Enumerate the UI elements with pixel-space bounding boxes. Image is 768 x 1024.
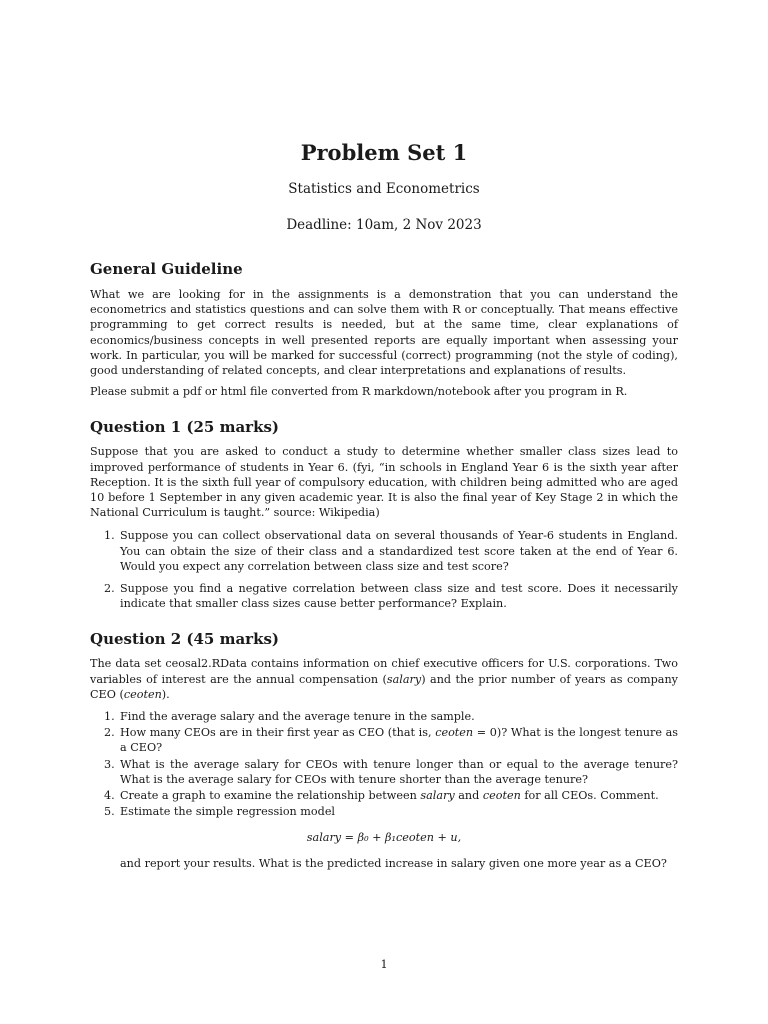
- variable-ceoten: ceoten: [482, 789, 521, 803]
- list-item-text: for all CEOs. Comment.: [520, 789, 659, 803]
- intro-text: The data set ceosal2.RData contains information on chief executive officers for U.S. corporations. Two variables of interest are the annual compensation (: [90, 657, 678, 686]
- list-item: [90, 757, 678, 787]
- list-item-text: Suppose you can collect observational data on several thousands of Year-6 students in England. You can obtain the size of their class and a standardized test score taken at the end of Year 6. Would you expect any correlation between class size and test score?: [120, 529, 678, 573]
- list-item-text: Estimate the simple regression model: [120, 805, 336, 819]
- list-item-number: 5.: [104, 805, 115, 819]
- question-1-intro: Suppose that you are asked to conduct a study to determine whether smaller class sizes lead to improved performance of students in Year 6. (fyi, “in schools in England Year 6 is the sixth year after Reception. It is the sixth full year of compulsory education, with children being admitted who are aged 10 before 1 September in any given academic year. It is also the final year of Key Stage 2 in which the National Curriculum is taught.” source: Wikipedia): [90, 445, 678, 520]
- list-item-text: How many CEOs are in their first year as CEO (that is,: [120, 726, 436, 740]
- list-item-text: Create a graph to examine the relationship between: [120, 789, 421, 803]
- question-2-heading: Question 2 (45 marks): [90, 630, 280, 649]
- question-2-list: [90, 709, 678, 819]
- variable-ceoten: ceoten: [123, 687, 162, 701]
- question-2-intro: [90, 656, 678, 702]
- list-item-text: What is the average salary for CEOs with tenure longer than or equal to the average tenure? What is the average salary for CEOs with tenure shorter than the average tenure?: [120, 757, 678, 786]
- page-content: [90, 140, 678, 871]
- intro-text: ).: [161, 687, 170, 701]
- list-item: [90, 528, 678, 574]
- document-title: Problem Set 1: [300, 140, 468, 165]
- list-item-text: Find the average salary and the average tenure in the sample.: [120, 710, 475, 724]
- variable-ceoten: ceoten: [435, 726, 474, 740]
- document-subtitle: Statistics and Econometrics: [288, 181, 480, 197]
- list-item-number: 1.: [104, 529, 115, 543]
- question-1-heading: Question 1 (25 marks): [90, 418, 280, 437]
- regression-equation: salary = β₀ + β₁ceoten + u,: [306, 831, 462, 845]
- guideline-heading: General Guideline: [90, 260, 243, 278]
- list-item: [90, 725, 678, 755]
- list-item: [90, 709, 678, 724]
- variable-salary: salary: [420, 789, 455, 803]
- variable-salary: salary: [386, 672, 422, 686]
- list-item-text: and: [454, 789, 483, 803]
- list-item-number: 2.: [104, 582, 115, 596]
- list-item-number: 3.: [104, 757, 115, 771]
- question-1-list: [90, 528, 678, 611]
- guideline-paragraph-2: Please submit a pdf or html file converted from R markdown/notebook after you program in R.: [90, 385, 628, 399]
- deadline: Deadline: 10am, 2 Nov 2023: [286, 217, 482, 233]
- list-item-number: 4.: [104, 789, 115, 803]
- equation-followup-text: and report your results. What is the predicted increase in salary given one more year as a CEO?: [120, 857, 667, 871]
- page-number: 1: [380, 958, 388, 971]
- list-item-number: 1.: [104, 710, 115, 724]
- list-item-text: = 0)? What is the longest tenure as a CEO?: [120, 726, 678, 755]
- list-item: [90, 788, 678, 803]
- list-item-text: Suppose you find a negative correlation between class size and test score. Does it necessarily indicate that smaller class sizes cause better performance? Explain.: [120, 582, 678, 611]
- list-item: [90, 804, 678, 819]
- list-item: [90, 581, 678, 611]
- guideline-paragraph-1: What we are looking for in the assignments is a demonstration that you can understand the econometrics and statistics questions and can solve them with R or conceptually. That means effective programming to get correct results is needed, but at the same time, clear explanations of economics/business concepts in well presented reports are equally important when assessing your work. In particular, you will be marked for successful (correct) programming (not the style of coding), good understanding of related concepts, and clear interpretations and explanations of results.: [90, 288, 678, 378]
- list-item-number: 2.: [104, 726, 115, 740]
- intro-text: ) and the prior number of years as company CEO (: [90, 672, 678, 701]
